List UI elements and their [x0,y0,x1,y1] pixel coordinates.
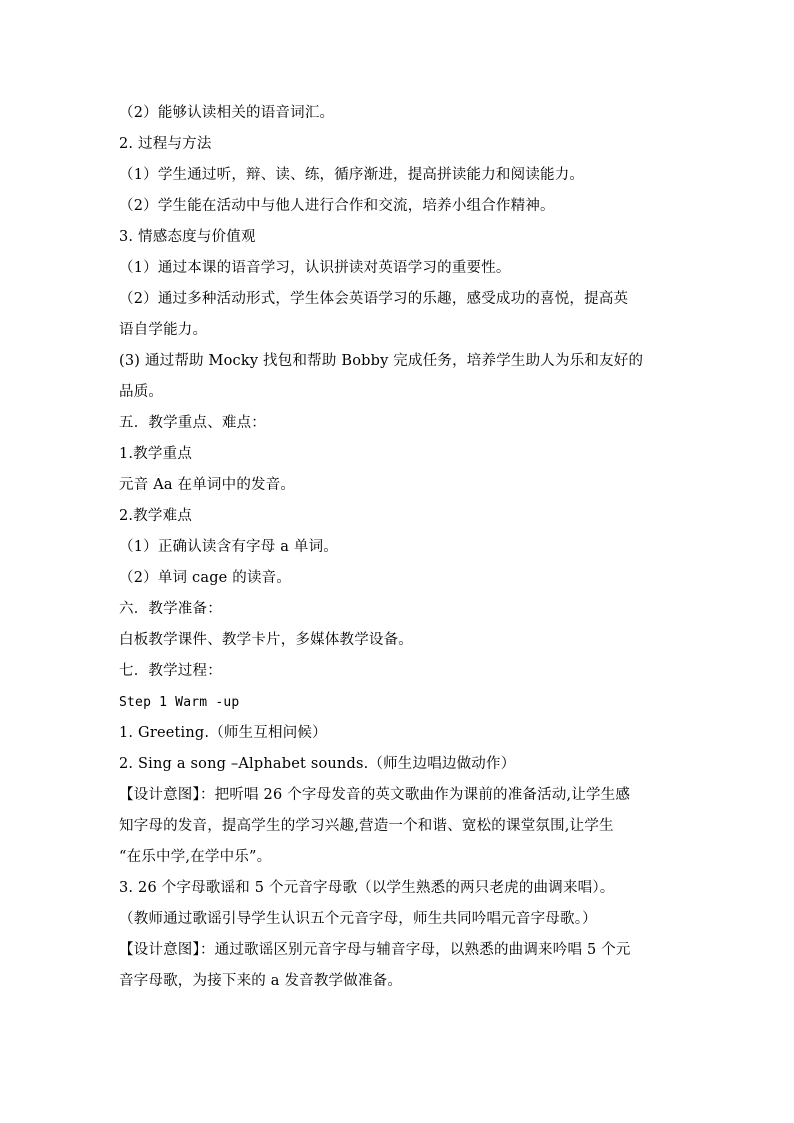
objective-2-line: （2）能够认读相关的语音词汇。 [119,105,335,121]
key-point-text: 元音 Aa 在单词中的发音。 [119,477,296,493]
step-1-item-2: 2. Sing a song –Alphabet sounds.（师生边唱边做动作） [119,756,516,772]
design-intent-1-line-2: 知字母的发音，提高学生的学习兴趣,营造一个和谐、宽松的课堂氛围,让学生 [119,818,614,834]
attitude-item-2: （2）通过多种活动形式，学生体会英语学习的乐趣，感受成功的喜悦，提高英 [119,291,629,307]
attitude-item-1: （1）通过本课的语音学习，认识拼读对英语学习的重要性。 [119,260,511,276]
key-difficult-points-heading: 五．教学重点、难点： [119,415,266,431]
step-1-item-1: 1. Greeting.（师生互相问候） [119,725,327,741]
attitude-values-heading: 3. 情感态度与价值观 [119,229,256,245]
teaching-process-heading: 七．教学过程： [119,663,222,679]
difficult-points-subheading: 2.教学难点 [119,508,193,524]
design-intent-1-line-3: “在乐中学,在学中乐”。 [119,849,272,865]
step-1-heading: Step 1 Warm -up [119,695,240,710]
preparation-text: 白板教学课件、教学卡片，多媒体教学设备。 [119,632,413,648]
attitude-item-3-continued: 品质。 [119,384,164,400]
process-item-2: （2）学生能在活动中与他人进行合作和交流，培养小组合作精神。 [119,198,555,214]
difficult-point-2: （2）单词 cage 的读音。 [119,570,292,586]
process-method-heading: 2. 过程与方法 [119,136,212,152]
preparation-heading: 六．教学准备： [119,601,222,617]
design-intent-2-line-1: 【设计意图】：通过歌谣区别元音字母与辅音字母，以熟悉的曲调来吟唱 5 个元 [119,942,631,958]
step-1-item-3: 3. 26 个字母歌谣和 5 个元音字母歌（以学生熟悉的两只老虎的曲调来唱）。 [119,880,615,896]
step-1-item-3-note: （教师通过歌谣引导学生认识五个元音字母，师生共同吟唱元音字母歌。） [119,911,597,927]
difficult-point-1: （1）正确认读含有字母 a 单词。 [119,539,338,555]
design-intent-1-line-1: 【设计意图】：把听唱 26 个字母发音的英文歌曲作为课前的准备活动,让学生感 [119,787,631,803]
key-points-subheading: 1.教学重点 [119,446,193,462]
attitude-item-2-continued: 语自学能力。 [119,322,208,338]
process-item-1: （1）学生通过听，辩、读、练，循序渐进，提高拼读能力和阅读能力。 [119,167,585,183]
design-intent-2-line-2: 音字母歌，为接下来的 a 发音教学做准备。 [119,973,403,989]
attitude-item-3: (3) 通过帮助 Mocky 找包和帮助 Bobby 完成任务，培养学生助人为乐和友好的 [119,353,644,369]
document-body [119,98,679,997]
